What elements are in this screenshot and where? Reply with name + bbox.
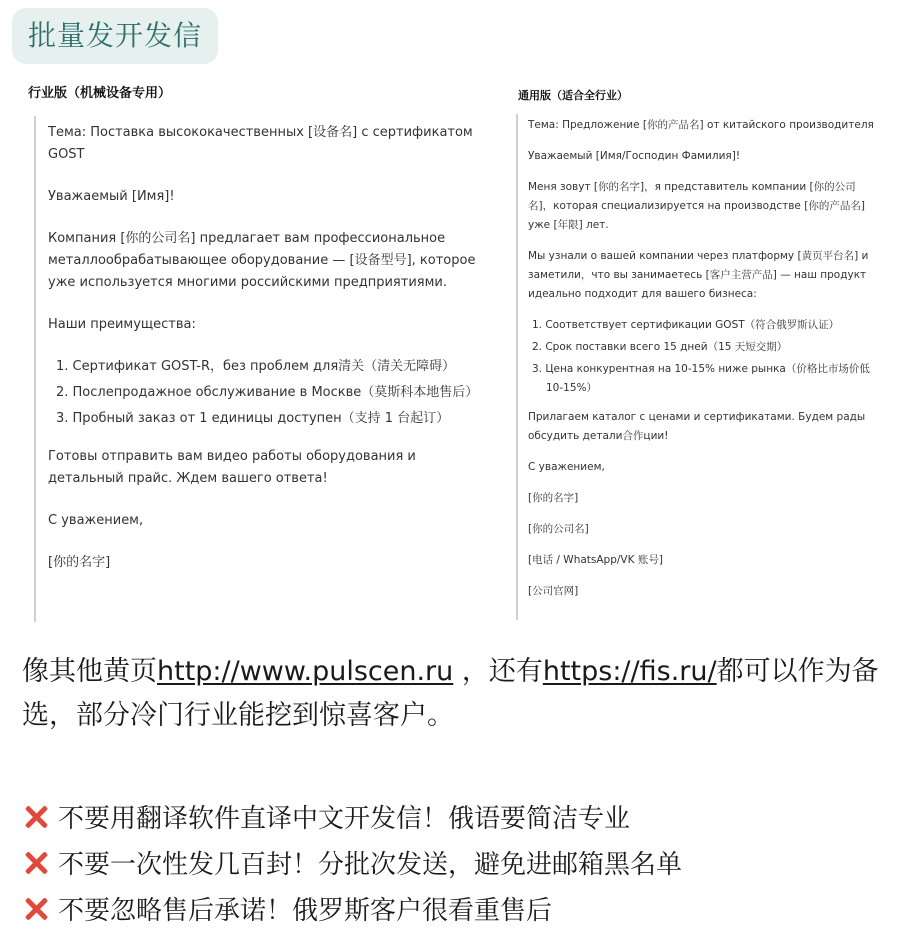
list-item: 2. Срок поставки всего 15 дней（15 天短交期） bbox=[532, 341, 788, 353]
warning-item bbox=[22, 888, 890, 934]
warning-item bbox=[22, 842, 890, 888]
list-item: 3. Цена конкурентная на 10-15% ниже рынка（价格比市场价低 10-15%） bbox=[532, 363, 870, 394]
email-regards: С уважением, bbox=[48, 513, 144, 528]
general-email-template bbox=[512, 84, 884, 620]
general-template-heading: 通用版（适合全行业） bbox=[518, 89, 628, 102]
warning-text: 不要用翻译软件直译中文开发信！俄语要简洁专业 bbox=[58, 804, 631, 834]
general-email-body bbox=[516, 114, 882, 620]
warning-list bbox=[22, 796, 890, 934]
email-closing: Готовы отправить вам видео работы оборудования и детальный прайс. Ждем вашего ответа! bbox=[48, 449, 416, 486]
list-item: 3. Пробный заказ от 1 единицы доступен（支持 1 台起订） bbox=[56, 411, 450, 426]
industry-email-template bbox=[22, 82, 500, 622]
cross-mark-icon bbox=[22, 895, 50, 923]
email-subject: Тема: Поставка высококачественных [设备名] с сертификатом GOST bbox=[48, 125, 473, 162]
yellow-pages-paragraph bbox=[22, 650, 890, 738]
email-greeting: Уважаемый [Имя]! bbox=[48, 189, 175, 204]
warning-text: 不要忽略售后承诺！俄罗斯客户很看重售后 bbox=[58, 896, 553, 926]
email-intro: Компания [你的公司名] предлагает вам профессиональное металлообрабатывающее оборудование — [设备型号], которое уже используется многими российскими предприятиями. bbox=[48, 231, 476, 290]
cross-mark-icon bbox=[22, 849, 50, 877]
email-subject: Тема: Предложение [你的产品名] от китайского производителя bbox=[528, 119, 874, 131]
email-signature-name: [你的名字] bbox=[528, 492, 579, 504]
email-greeting: Уважаемый [Имя/Господин Фамилия]! bbox=[528, 150, 741, 162]
email-signature-name: [你的名字] bbox=[48, 555, 111, 570]
email-closing: Прилагаем каталог с ценами и сертификатами. Будем рады обсудить детали合作ции! bbox=[528, 411, 866, 442]
page-title: 批量发开发信 bbox=[12, 8, 218, 64]
email-found-text: Мы узнали о вашей компании через платформу [黄页平台名] и заметили，что вы занимаетесь [客户主营产品] — наш продукт идеально подходит для вашего бизнеса: bbox=[528, 250, 869, 300]
paragraph-text: ，还有 bbox=[453, 656, 543, 687]
warning-item bbox=[22, 796, 890, 842]
fis-link[interactable]: https://fis.ru/ bbox=[542, 656, 717, 687]
email-signature-phone: [电话 / WhatsApp/VK 账号] bbox=[528, 554, 663, 566]
email-signature-website: [公司官网] bbox=[528, 585, 579, 597]
email-intro: Меня зовут [你的名字]，я представитель компании [你的公司名]，которая специализируется на производстве [你的产品名] уже [年限] лет. bbox=[528, 181, 865, 231]
list-item: 1. Сертификат GOST-R，без проблем для清关（清关无障碍） bbox=[56, 359, 456, 374]
cross-mark-icon bbox=[22, 803, 50, 831]
list-item: 1. Соответствует сертификации GOST（符合俄罗斯认证） bbox=[532, 319, 840, 331]
warning-text: 不要一次性发几百封！分批次发送，避免进邮箱黑名单 bbox=[58, 850, 683, 880]
industry-template-heading: 行业版（机械设备专用） bbox=[28, 86, 172, 101]
industry-email-body bbox=[34, 116, 498, 622]
advantages-list bbox=[56, 356, 488, 430]
paragraph-text: 像其他黄页 bbox=[22, 656, 157, 687]
list-item: 2. Послепродажное обслуживание в Москве（莫斯科本地售后） bbox=[56, 385, 479, 400]
email-signature-company: [你的公司名] bbox=[528, 523, 589, 535]
email-regards: С уважением, bbox=[528, 461, 605, 473]
advantages-title: Наши преимущества: bbox=[48, 317, 196, 332]
paragraph-text: 都可以作为备选，部分冷门行业能挖到惊喜客户。 bbox=[22, 656, 879, 731]
points-list bbox=[532, 316, 876, 398]
pulscen-link[interactable]: http://www.pulscen.ru bbox=[157, 656, 454, 687]
